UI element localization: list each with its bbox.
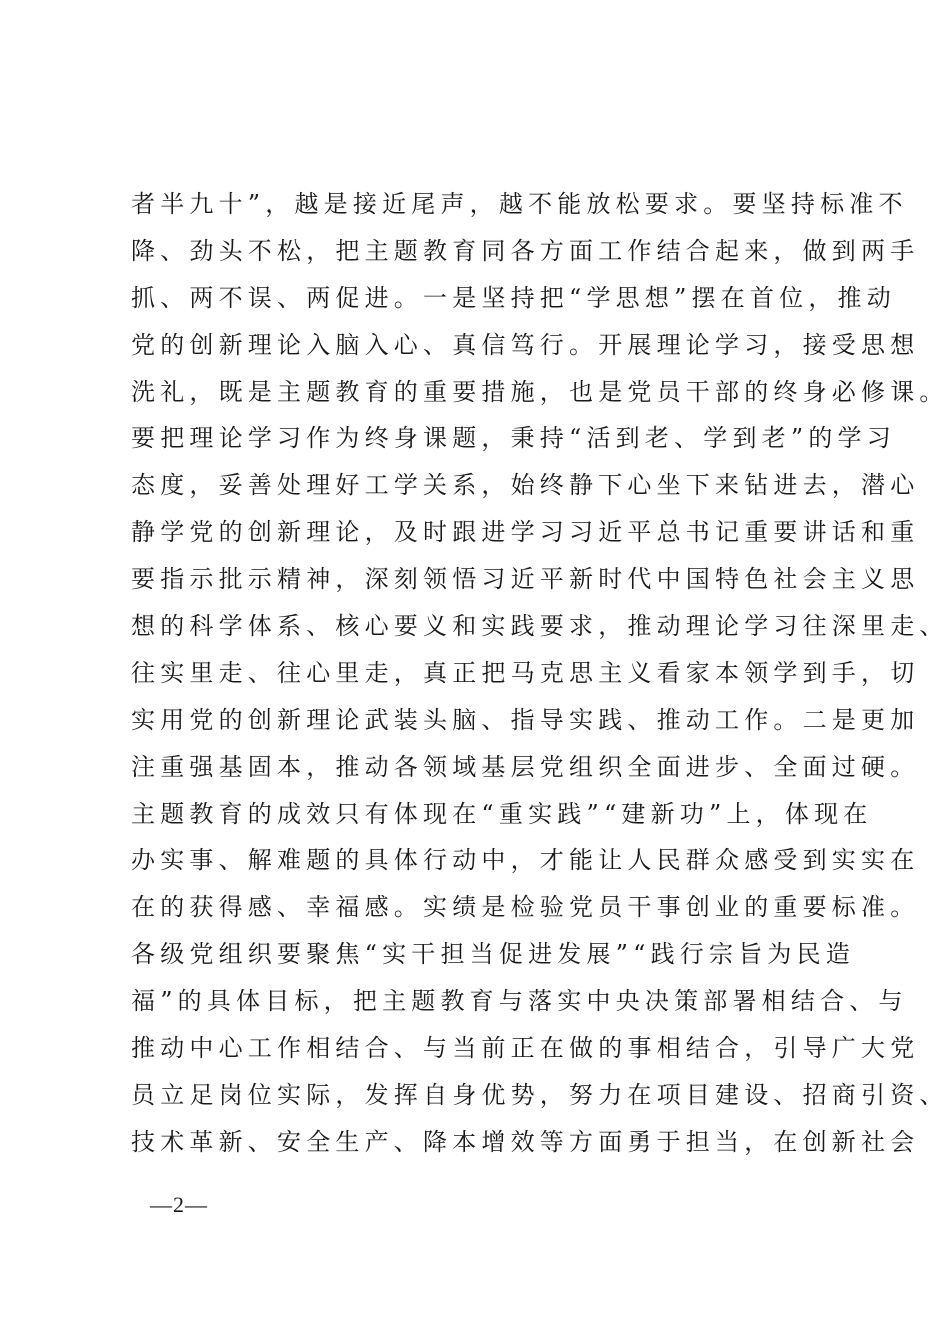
text-line: 洗礼，既是主题教育的重要措施，也是党员干部的终身必修课。 [131,377,949,406]
text-line: 在的获得感、幸福感。实绩是检验党员干事创业的重要标准。 [131,893,920,922]
text-line: 抓、两不误、两促进。一是坚持把“学思想”摆在首位，推动 [131,283,896,312]
page-number: —2— [150,1192,208,1217]
text-line: 员立足岗位实际，发挥自身优势，努力在项目建设、招商引资、 [131,1080,949,1109]
body-text [131,181,949,1166]
text-line: 降、劲头不松，把主题教育同各方面工作结合起来，做到两手 [131,236,920,265]
text-line: 注重强基固本，推动各领域基层党组织全面进步、全面过硬。 [131,752,920,781]
text-line: 技术革新、安全生产、降本增效等方面勇于担当，在创新社会 [131,1127,920,1156]
text-line: 态度，妥善处理好工学关系，始终静下心坐下来钻进去，潜心 [131,471,920,500]
text-line: 主题教育的成效只有体现在“重实践”“建新功”上，体现在 [131,799,873,828]
text-line: 者半九十”，越是接近尾声，越不能放松要求。要坚持标准不 [131,190,908,218]
text-line: 要把理论学习作为终身课题，秉持“活到老、学到老”的学习 [131,424,896,453]
text-line: 党的创新理论入脑入心、真信笃行。开展理论学习，接受思想 [131,330,920,359]
text-line: 各级党组织要聚焦“实干担当促进发展”“践行宗旨为民造 [131,940,856,969]
text-line: 静学党的创新理论，及时跟进学习习近平总书记重要讲话和重 [131,518,920,547]
text-line: 福”的具体目标，把主题教育与落实中央决策部署相结合、与 [131,987,908,1016]
text-line: 办实事、解难题的具体行动中，才能让人民群众感受到实实在 [131,846,920,875]
text-line: 想的科学体系、核心要义和实践要求，推动理论学习往深里走、 [131,612,949,641]
text-line: 往实里走、往心里走，真正把马克思主义看家本领学到手，切 [131,658,920,687]
text-line: 实用党的创新理论武装头脑、指导实践、推动工作。二是更加 [131,705,920,734]
text-line: 推动中心工作相结合、与当前正在做的事相结合，引导广大党 [131,1034,920,1063]
text-line: 要指示批示精神，深刻领悟习近平新时代中国特色社会主义思 [131,565,920,594]
